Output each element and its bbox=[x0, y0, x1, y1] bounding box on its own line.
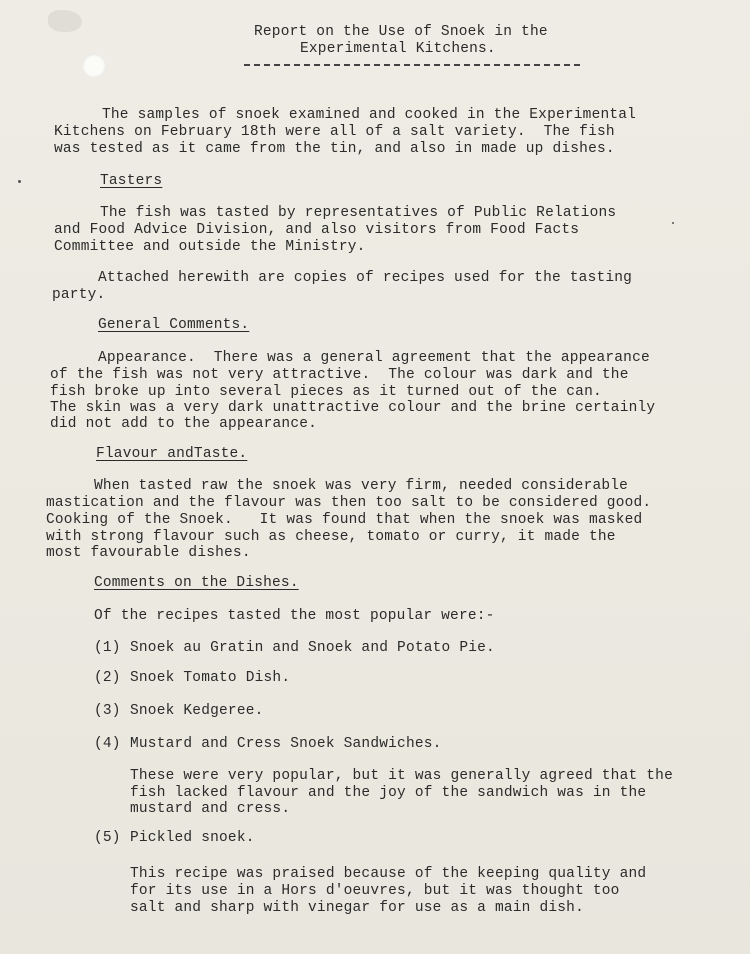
dish-item: Snoek Kedgeree. bbox=[130, 703, 264, 719]
flavour-heading: Flavour andTaste. bbox=[96, 446, 248, 462]
punch-hole bbox=[82, 54, 106, 78]
flavour-line-5: most favourable dishes. bbox=[46, 545, 251, 561]
report-title-line-2: Experimental Kitchens. bbox=[300, 41, 496, 57]
paper-tear bbox=[48, 10, 82, 32]
general-comments-heading: General Comments. bbox=[98, 317, 250, 333]
intro-line-2: Kitchens on February 18th were all of a salt variety. The fish bbox=[54, 124, 615, 140]
tasters-line-2: and Food Advice Division, and also visitors from Food Facts bbox=[54, 222, 580, 238]
tasters-line-1: The fish was tasted by representatives of Public Relations bbox=[100, 205, 617, 221]
dish-number: (3) bbox=[94, 703, 121, 719]
dishes-intro: Of the recipes tasted the most popular were:- bbox=[94, 608, 495, 624]
title-rule bbox=[244, 64, 580, 66]
flavour-line-3: Cooking of the Snoek. It was found that when the snoek was masked bbox=[46, 512, 643, 528]
dish-4-note-line-3: mustard and cress. bbox=[130, 801, 291, 817]
dish-number: (5) bbox=[94, 830, 121, 846]
dish-5-note-line-1: This recipe was praised because of the keeping quality and bbox=[130, 866, 647, 882]
dish-item: Snoek Tomato Dish. bbox=[130, 670, 291, 686]
paper-speck bbox=[672, 222, 674, 224]
attached-line-2: party. bbox=[52, 287, 106, 303]
dish-number: (1) bbox=[94, 640, 121, 656]
report-title-line-1: Report on the Use of Snoek in the bbox=[254, 24, 548, 40]
dish-4-note-line-2: fish lacked flavour and the joy of the sandwich was in the bbox=[130, 785, 647, 801]
dish-5-note-line-3: salt and sharp with vinegar for use as a main dish. bbox=[130, 900, 584, 916]
dish-item: Mustard and Cress Snoek Sandwiches. bbox=[130, 736, 442, 752]
dish-4-note-line-1: These were very popular, but it was generally agreed that the bbox=[130, 768, 673, 784]
flavour-line-4: with strong flavour such as cheese, tomato or curry, it made the bbox=[46, 529, 616, 545]
dish-item: Snoek au Gratin and Snoek and Potato Pie. bbox=[130, 640, 495, 656]
dish-5-note-line-2: for its use in a Hors d'oeuvres, but it was thought too bbox=[130, 883, 620, 899]
general-line-2: of the fish was not very attractive. The colour was dark and the bbox=[50, 367, 629, 383]
intro-line-3: was tested as it came from the tin, and also in made up dishes. bbox=[54, 141, 615, 157]
tasters-line-3: Committee and outside the Ministry. bbox=[54, 239, 366, 255]
dish-number: (4) bbox=[94, 736, 121, 752]
flavour-line-2: mastication and the flavour was then too salt to be considered good. bbox=[46, 495, 652, 511]
dishes-heading: Comments on the Dishes. bbox=[94, 575, 299, 591]
general-line-3: fish broke up into several pieces as it turned out of the can. bbox=[50, 384, 602, 400]
general-line-5: did not add to the appearance. bbox=[50, 416, 318, 432]
flavour-line-1: When tasted raw the snoek was very firm, needed considerable bbox=[94, 478, 629, 494]
paper-speck bbox=[18, 180, 21, 183]
dish-item: Pickled snoek. bbox=[130, 830, 255, 846]
general-line-4: The skin was a very dark unattractive colour and the brine certainly bbox=[50, 400, 656, 416]
tasters-heading: Tasters bbox=[100, 173, 163, 189]
intro-line-1: The samples of snoek examined and cooked in the Experimental bbox=[102, 107, 637, 123]
general-line-1: Appearance. There was a general agreement that the appearance bbox=[98, 350, 650, 366]
attached-line-1: Attached herewith are copies of recipes used for the tasting bbox=[98, 270, 633, 286]
dish-number: (2) bbox=[94, 670, 121, 686]
